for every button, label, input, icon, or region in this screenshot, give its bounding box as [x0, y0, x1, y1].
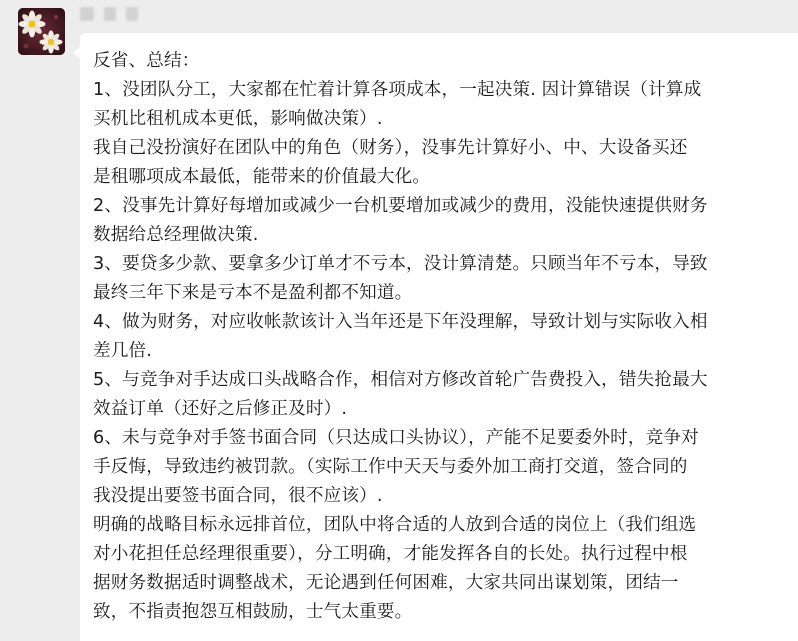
message-line: 对小花担任总经理很重要），分工明确，才能发挥各自的长处。执行过程中根	[93, 544, 688, 564]
nickname-blur-block	[104, 7, 116, 21]
sender-nickname-redacted	[80, 6, 138, 22]
message-bubble[interactable]	[80, 33, 798, 641]
message-line: 致，不指责抱怨互相鼓励，士气太重要。	[93, 602, 413, 622]
nickname-blur-block	[126, 7, 138, 21]
sender-avatar[interactable]	[18, 8, 65, 55]
message-line: 我自己没扮演好在团队中的角色（财务），没事先计算好小、中、大设备买还	[93, 138, 688, 158]
message-line: 据财务数据适时调整战术，无论遇到任何困难，大家共同出谋划策，团结一	[93, 573, 679, 593]
message-line: 1、没团队分工，大家都在忙着计算各项成本，一起决策. 因计算错误（计算成	[93, 80, 702, 100]
nickname-blur-block	[80, 7, 94, 21]
message-line: 反省、总结：	[93, 51, 200, 71]
message-line: 明确的战略目标永远排首位，团队中将合适的人放到合适的岗位上（我们组选	[93, 515, 697, 535]
message-line: 是租哪项成本最低，能带来的价值最大化。	[93, 167, 431, 187]
message-line: 手反悔，导致违约被罚款。（实际工作中天天与委外加工商打交道，签合同的	[93, 457, 688, 477]
message-line: 3、要贷多少款、要拿多少订单才不亏本，没计算清楚。只顾当年不亏本，导致	[93, 254, 708, 274]
message-line: 差几倍.	[93, 341, 152, 361]
message-line: 6、未与竞争对手签书面合同（只达成口头协议），产能不足要委外时，竞争对	[93, 428, 699, 448]
message-text	[93, 47, 788, 627]
message-line: 我没提出要签书面合同，很不应该）.	[93, 486, 383, 506]
message-line: 5、与竞争对手达成口头战略合作，相信对方修改首轮广告费投入，错失抢最大	[93, 370, 708, 390]
message-line: 最终三年下来是亏本不是盈利都不知道。	[93, 283, 413, 303]
flower-avatar-icon	[18, 8, 65, 55]
message-line: 买机比租机成本更低，影响做决策）.	[93, 109, 383, 129]
message-line: 数据给总经理做决策.	[93, 225, 259, 245]
message-line: 2、没事先计算好每增加或减少一台机要增加或减少的费用，没能快速提供财务	[93, 196, 708, 216]
message-line: 4、做为财务，对应收帐款该计入当年还是下年没理解，导致计划与实际收入相	[93, 312, 708, 332]
message-line: 效益订单（还好之后修正及时）.	[93, 399, 348, 419]
